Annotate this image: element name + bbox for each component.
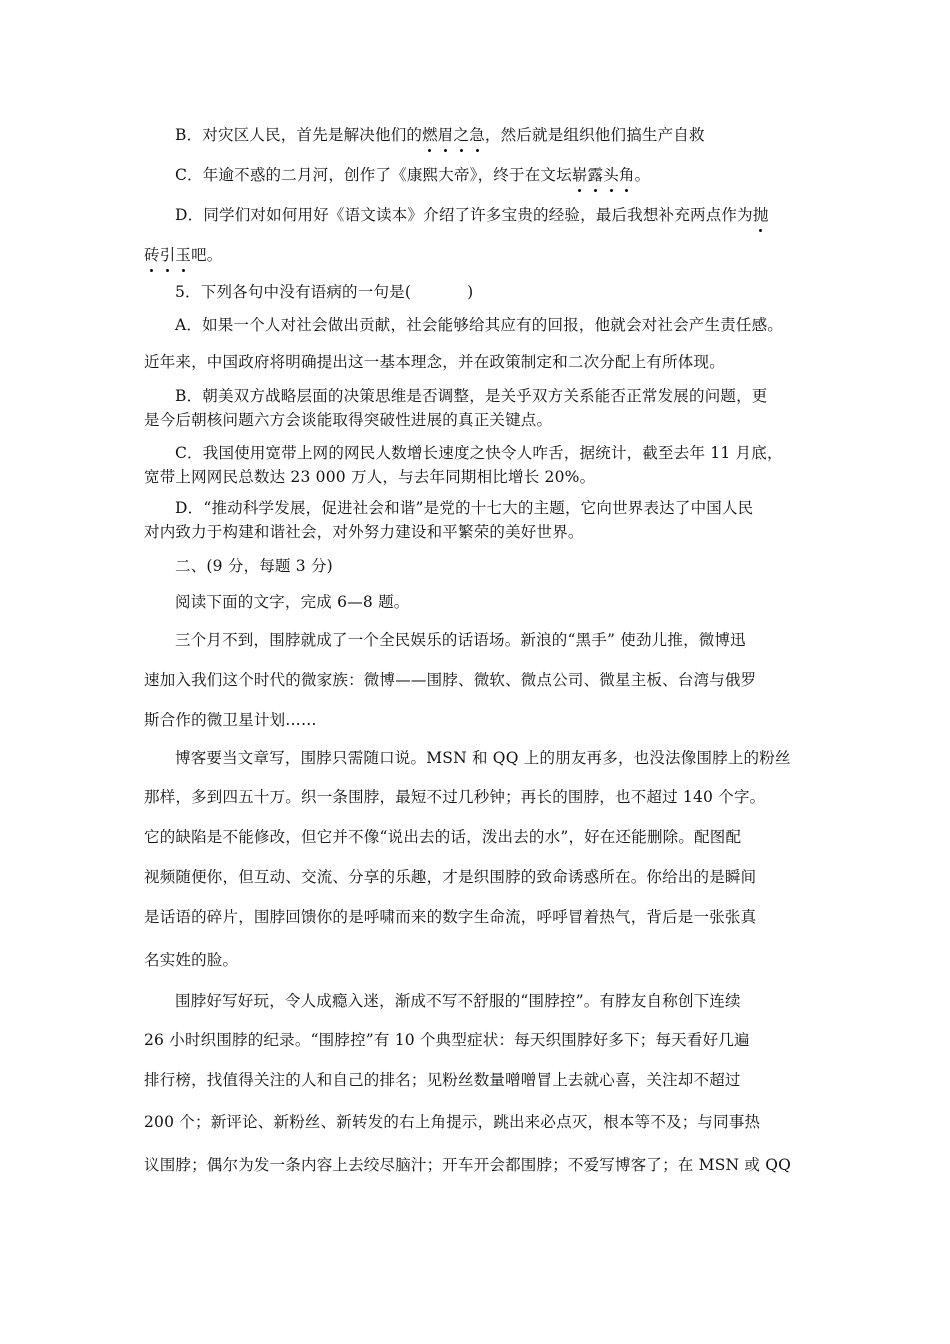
emphasis-mark: 燃 bbox=[422, 126, 438, 144]
q5-option-a-line2: 近年来，中国政府将明确提出这一基本理念，并在政策制定和二次分配上有所体现。 bbox=[144, 353, 725, 371]
q5-stem: 5．下列各句中没有语病的一句是( ) bbox=[175, 283, 474, 301]
passage-p2-line: 是话语的碎片，围脖回馈你的是呼啸而来的数字生命流，呼呼冒着热气，背后是一张张真 bbox=[144, 908, 757, 926]
q5-option-d-line1: D．“推动科学发展，促进社会和谐”是党的十七大的主题，它向世界表达了中国人民 bbox=[175, 499, 754, 517]
q5-option-c-line1: C．我国使用宽带上网的网民人数增长速度之快令人咋舌，据统计，截至去年 11 月底， bbox=[175, 444, 783, 462]
passage-p3-line: 排行榜，找值得关注的人和自己的排名；见粉丝数量噌噌冒上去就心喜，关注却不超过 bbox=[144, 1071, 741, 1089]
reading-instruction: 阅读下面的文字，完成 6—8 题。 bbox=[175, 593, 410, 611]
emphasis-mark: 眉 bbox=[437, 126, 454, 144]
emphasis-mark: 崭 bbox=[571, 166, 588, 184]
passage-p2-line: 视频随便你，但互动、交流、分享的乐趣，才是织围脖的致命诱惑所在。你给出的是瞬间 bbox=[144, 868, 757, 886]
passage-p2-line: 博客要当文章写，围脖只需随口说。MSN 和 QQ 上的朋友再多，也没法像围脖上的粉丝 bbox=[175, 749, 791, 767]
q4-option-d-line2: 砖引玉吧。 bbox=[144, 246, 223, 264]
q4-option-c: C．年逾不惑的二月河，创作了《康熙大帝》，终于在文坛崭露头角。 bbox=[175, 166, 651, 184]
passage-p3-line: 200 个；新评论、新粉丝、新转发的右上角提示，跳出来必点灭，根本等不及；与同事热 bbox=[144, 1113, 761, 1131]
emphasis-mark: 角 bbox=[618, 166, 635, 184]
emphasis-mark: 之 bbox=[453, 126, 470, 144]
emphasis-mark: 砖 bbox=[144, 246, 160, 264]
passage-p2-line: 它的缺陷是不能修改，但它并不像“说出去的话，泼出去的水”，好在还能删除。配图配 bbox=[144, 828, 742, 846]
passage-p2-line: 那样，多到四五十万。织一条围脖，最短不过几秒钟；再长的围脖，也不超过 140 个字。 bbox=[144, 788, 766, 806]
passage-p3-line: 议围脖；偶尔为发一条内容上去绞尽脑汁；开车开会都围脖；不爱写博客了；在 MSN 或 QQ bbox=[144, 1156, 792, 1174]
emphasis-mark: 急 bbox=[469, 126, 485, 144]
emphasis-mark: 引 bbox=[159, 246, 176, 264]
q5-option-b-line1: B．朝美双方战略层面的决策思维是否调整，是关乎双方关系能否正常发展的问题，更 bbox=[175, 387, 768, 405]
q5-option-a-line1: A．如果一个人对社会做出贡献，社会能够给其应有的回报，他就会对社会产生责任感。 bbox=[175, 316, 783, 334]
q5-option-b-line2: 是今后朝核问题六方会谈能取得突破性进展的真正关键点。 bbox=[144, 411, 553, 429]
emphasis-mark: 玉 bbox=[175, 246, 192, 264]
passage-p1-line: 速加入我们这个时代的微家族：微博——围脖、微软、微点公司、微星主板、台湾与俄罗 bbox=[144, 671, 757, 689]
q5-option-c-line2: 宽带上网网民总数达 23 000 万人，与去年同期相比增长 20%。 bbox=[144, 468, 596, 486]
q4-option-b: B．对灾区人民，首先是解决他们的燃眉之急，然后就是组织他们搞生产自救 bbox=[175, 126, 705, 144]
q5-option-d-line2: 对内致力于构建和谐社会，对外努力建设和平繁荣的美好世界。 bbox=[144, 523, 584, 541]
passage-p3-line: 26 小时织围脖的纪录。“围脖控”有 10 个典型症状：每天织围脖好多下；每天看好几遍 bbox=[144, 1031, 750, 1049]
passage-p1-line: 三个月不到，围脖就成了一个全民娱乐的话语场。新浪的“黑手” 使劲儿推，微博迅 bbox=[175, 631, 746, 649]
q4-option-d-line1: D．同学们对如何用好《语文读本》介绍了许多宝贵的经验，最后我想补充两点作为抛 bbox=[175, 206, 769, 224]
section-heading: 二、(9 分，每题 3 分) bbox=[175, 557, 333, 575]
passage-p3-line: 围脖好写好玩，令人成瘾入迷，渐成不写不舒服的“围脖控”。有脖友自称创下连续 bbox=[175, 992, 741, 1010]
passage-p1-line: 斯合作的微卫星计划…… bbox=[144, 711, 317, 729]
emphasis-mark: 头 bbox=[603, 166, 619, 184]
passage-p2-line: 名实姓的脸。 bbox=[144, 951, 239, 969]
emphasis-mark: 抛 bbox=[752, 206, 769, 224]
emphasis-mark: 露 bbox=[587, 166, 604, 184]
